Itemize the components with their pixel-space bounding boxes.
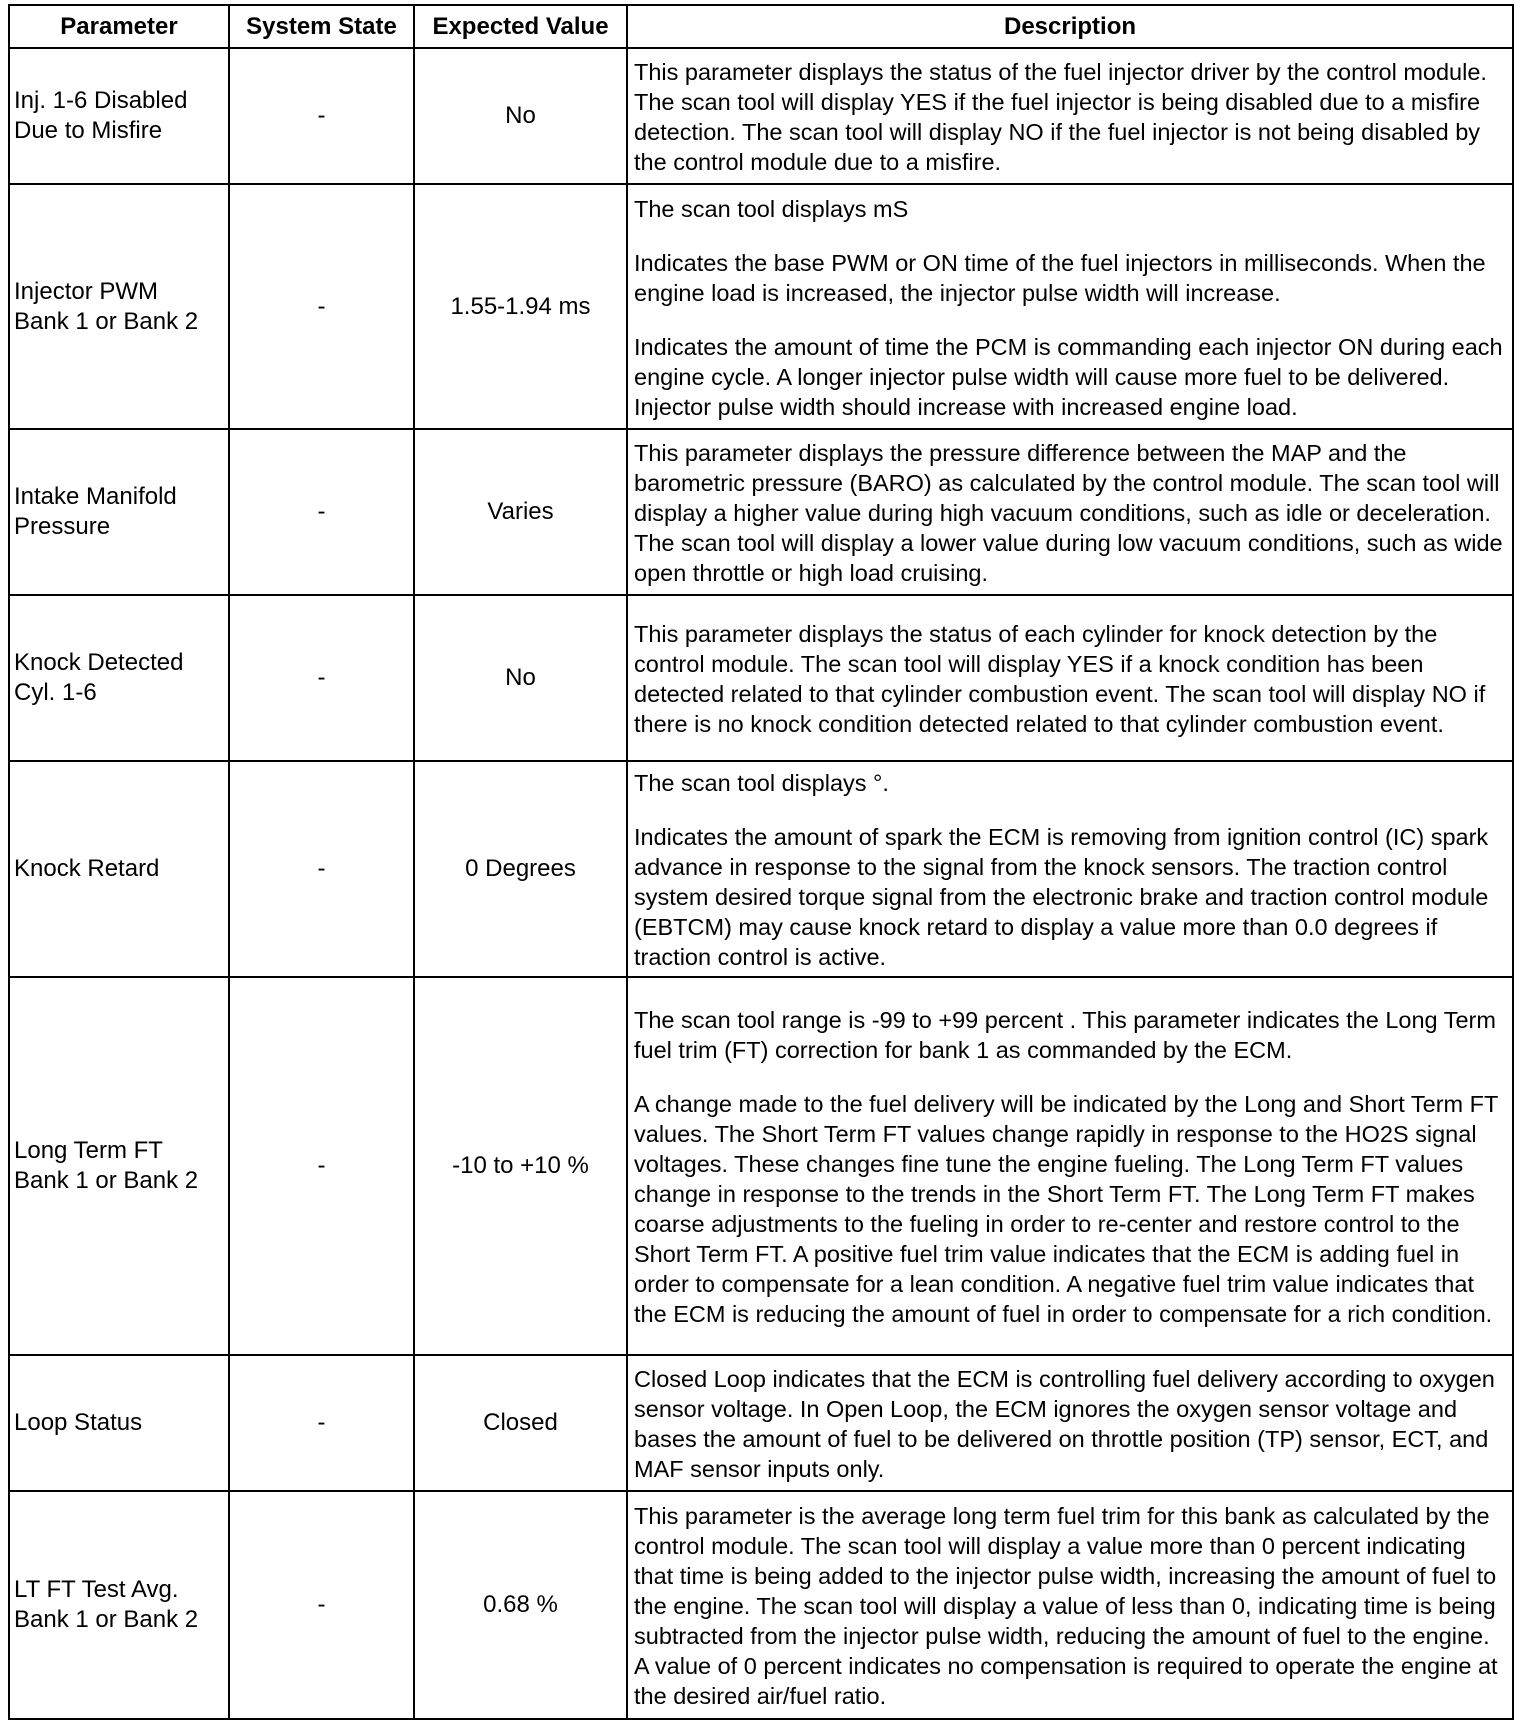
table-row — [9, 1355, 1513, 1491]
system-state-cell: - — [229, 184, 414, 429]
table-row — [9, 977, 1513, 1355]
table-row — [9, 1491, 1513, 1719]
description-paragraph: The scan tool displays °. — [634, 770, 889, 796]
parameter-line: Bank 1 or Bank 2 — [14, 1606, 199, 1633]
parameter-line: Pressure — [14, 513, 111, 540]
description-cell — [627, 429, 1513, 595]
system-state-cell: - — [229, 595, 414, 761]
description-paragraph: This parameter displays the status of each cylinder for knock detection by the control module. The scan tool will display YES if a knock condition has been detected related to that cylinder combustion event. The scan tool will display NO if there is no knock condition detected related to that cylinder combustion event. — [634, 621, 1486, 737]
description-cell — [627, 1491, 1513, 1719]
expected-value-cell: 0 Degrees — [414, 761, 627, 977]
expected-value-cell: No — [414, 48, 627, 184]
description-cell — [627, 761, 1513, 977]
header-system-state: System State — [229, 5, 414, 48]
description-paragraph: A change made to the fuel delivery will be indicated by the Long and Short Term FT values. The Short Term FT values change rapidly in response to the HO2S signal voltages. These changes fine tune the engine fueling. The Long Term FT values change in response to the trends in the Short Term FT. The Long Term FT makes coarse adjustments to the fueling in order to re-center and restore control to the Short Term FT. A positive fuel trim value indicates that the ECM is adding fuel in order to compensate for a lean condition. A negative fuel trim value indicates that the ECM is reducing the amount of fuel in order to compensate for a rich condition. — [634, 1091, 1498, 1327]
parameter-line: Inj. 1-6 Disabled — [14, 87, 188, 114]
description-cell — [627, 1355, 1513, 1491]
table-header-row — [9, 5, 1513, 48]
parameter-line: Injector PWM — [14, 277, 159, 305]
parameter-cell — [9, 977, 229, 1355]
parameter-cell — [9, 1355, 229, 1491]
parameter-line: LT FT Test Avg. — [14, 1576, 179, 1603]
expected-value-cell: 0.68 % — [414, 1491, 627, 1719]
parameter-line: Intake Manifold — [14, 483, 177, 510]
table-row — [9, 184, 1513, 429]
parameter-line: Cyl. 1-6 — [14, 679, 97, 706]
expected-value-cell: 1.55-1.94 ms — [414, 184, 627, 429]
parameter-line: Knock Retard — [14, 855, 160, 882]
table-row — [9, 429, 1513, 595]
parameter-cell — [9, 429, 229, 595]
expected-value-cell: Varies — [414, 429, 627, 595]
parameter-line: Loop Status — [14, 1409, 143, 1436]
system-state-cell: - — [229, 429, 414, 595]
description-cell — [627, 977, 1513, 1355]
description-paragraph: The scan tool range is -99 to +99 percent . This parameter indicates the Long Term fuel trim (FT) correction for bank 1 as commanded by the ECM. — [634, 1007, 1496, 1063]
description-paragraph: This parameter displays the pressure difference between the MAP and the barometric pressure (BARO) as calculated by the control module. The scan tool will display a higher value during high vacuum conditions, such as idle or deceleration. The scan tool will display a lower value during low vacuum conditions, such as wide open throttle or high load cruising. — [634, 440, 1503, 586]
table-row — [9, 595, 1513, 761]
system-state-cell: - — [229, 977, 414, 1355]
description-paragraph: Indicates the amount of spark the ECM is removing from ignition control (IC) spark advance in response to the signal from the knock sensors. The traction control system desired torque signal from the electronic brake and traction control module (EBTCM) may cause knock retard to display a value more than 0.0 degrees if traction control is active. — [634, 824, 1489, 970]
parameter-line: Knock Detected — [14, 649, 184, 676]
expected-value-cell: -10 to +10 % — [414, 977, 627, 1355]
description-paragraph: This parameter displays the status of the fuel injector driver by the control module. The scan tool will display YES if the fuel injector is being disabled due to a misfire detection. The scan tool will display NO if the fuel injector is not being disabled by the control module due to a misfire. — [634, 59, 1487, 175]
table-row — [9, 48, 1513, 184]
expected-value-cell: Closed — [414, 1355, 627, 1491]
parameter-line: Bank 1 or Bank 2 — [14, 1167, 199, 1194]
description-cell — [627, 48, 1513, 184]
system-state-cell: - — [229, 761, 414, 977]
system-state-cell: - — [229, 48, 414, 184]
description-paragraph: Indicates the amount of time the PCM is commanding each injector ON during each engine cycle. A longer injector pulse width will cause more fuel to be delivered. Injector pulse width should increase with increased engine load. — [634, 333, 1503, 420]
parameter-line: Due to Misfire — [14, 117, 163, 144]
table-row — [9, 761, 1513, 977]
expected-value-cell: No — [414, 595, 627, 761]
description-paragraph: This parameter is the average long term fuel trim for this bank as calculated by the control module. The scan tool will display a value more than 0 percent indicating that time is being added to the injector pulse width, increasing the amount of fuel to the engine. The scan tool will display a value of less than 0, indicating time is being subtracted from the injector pulse width, reducing the amount of fuel to the engine. A value of 0 percent indicates no compensation is required to operate the engine at the desired air/fuel ratio. — [634, 1503, 1498, 1709]
system-state-cell: - — [229, 1355, 414, 1491]
parameter-cell — [9, 595, 229, 761]
parameter-cell — [9, 761, 229, 977]
parameter-cell — [9, 1491, 229, 1719]
description-paragraph: The scan tool displays mS — [634, 195, 909, 222]
parameter-table-container — [8, 4, 1514, 1720]
scan-tool-parameter-table — [8, 4, 1514, 1720]
parameter-line: Long Term FT — [14, 1137, 163, 1164]
description-paragraph: Closed Loop indicates that the ECM is controlling fuel delivery according to oxygen sensor voltage. In Open Loop, the ECM ignores the oxygen sensor voltage and bases the amount of fuel to be delivered on throttle position (TP) sensor, ECT, and MAF sensor inputs only. — [634, 1366, 1495, 1482]
header-parameter: Parameter — [9, 5, 229, 48]
parameter-line: Bank 1 or Bank 2 — [14, 307, 199, 335]
description-paragraph: Indicates the base PWM or ON time of the fuel injectors in milliseconds. When the engine load is increased, the injector pulse width will increase. — [634, 249, 1486, 306]
description-cell — [627, 184, 1513, 429]
parameter-cell — [9, 184, 229, 429]
parameter-cell — [9, 48, 229, 184]
description-cell — [627, 595, 1513, 761]
system-state-cell: - — [229, 1491, 414, 1719]
header-description: Description — [627, 5, 1513, 48]
header-expected-value: Expected Value — [414, 5, 627, 48]
